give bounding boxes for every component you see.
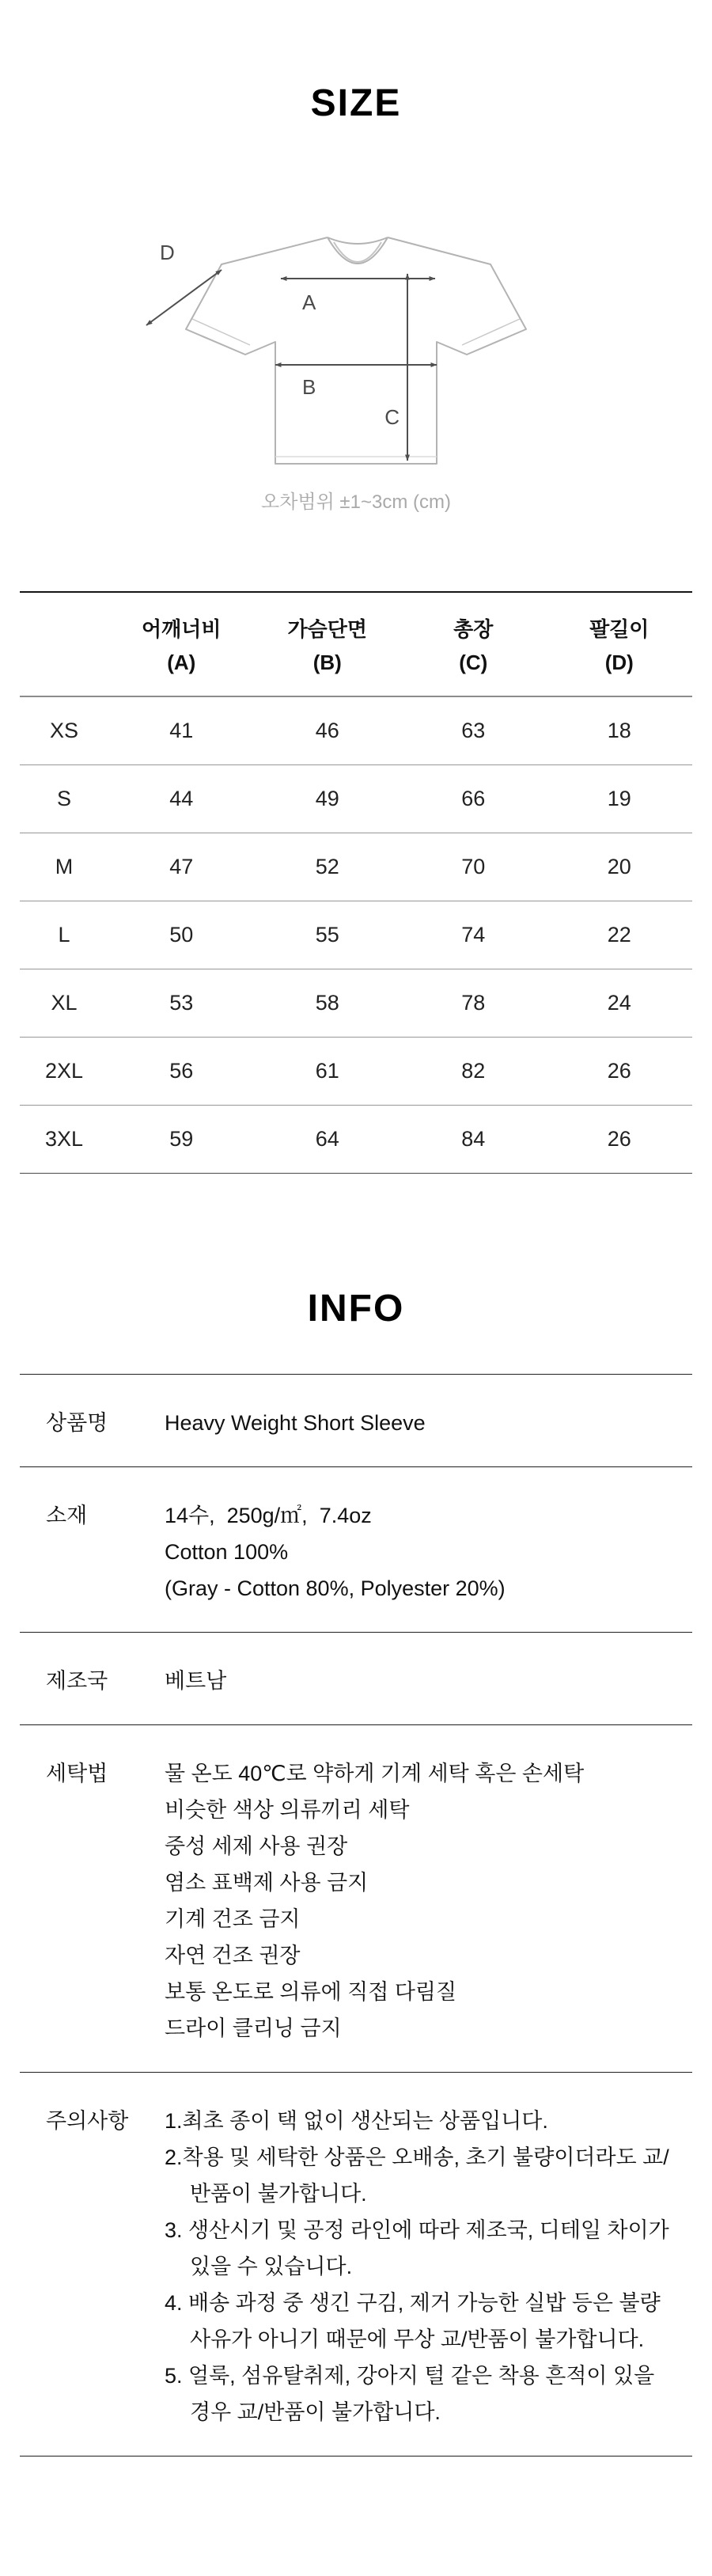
- info-value: [165, 1405, 679, 1441]
- measurement-cell: 82: [400, 1037, 547, 1105]
- size-cell: 3XL: [20, 1105, 108, 1173]
- measurement-labels: [160, 241, 400, 429]
- measurement-cell: 59: [108, 1105, 255, 1173]
- measurement-cell: 70: [400, 833, 547, 901]
- info-section: [0, 1287, 712, 2456]
- info-row-세탁법: [20, 1724, 692, 2072]
- measurement-cell: 22: [547, 901, 693, 969]
- measurement-cell: 56: [108, 1037, 255, 1105]
- measurement-cell: 74: [400, 901, 547, 969]
- measurement-cell: 26: [547, 1105, 693, 1173]
- info-title: INFO: [307, 1287, 405, 1330]
- size-cell: XS: [49, 718, 79, 742]
- label-C: C: [384, 405, 400, 429]
- size-row-2XL: [20, 1037, 692, 1105]
- info-line: 염소 표백제 사용 금지: [165, 1870, 369, 1895]
- tshirt-outline: [186, 237, 526, 464]
- col-name: 가슴단면: [287, 617, 367, 641]
- size-section: [0, 0, 712, 1174]
- measurement-cell: 26: [547, 1037, 693, 1105]
- note-item: 3. 생산시기 및 공정 라인에 따라 제조국, 디테일 차이가 있을 수 있습니다.: [165, 2217, 669, 2278]
- tshirt-diagram-svg: [103, 226, 609, 472]
- size-cell: S: [20, 764, 108, 833]
- measurement-cell: 55: [255, 901, 401, 969]
- size-row-XL: [20, 969, 692, 1037]
- info-row-소재: [20, 1466, 692, 1632]
- size-row-L: [20, 901, 692, 969]
- size-row-S: [20, 764, 692, 833]
- measurement-cell: 24: [547, 969, 693, 1037]
- info-row-상품명: [20, 1375, 692, 1466]
- note-item: 4. 배송 과정 중 생긴 구김, 제거 가능한 실밥 등은 불량 사유가 아니기 때문에 무상 교/반품이 불가합니다.: [165, 2290, 661, 2351]
- measurement-cell: 64: [255, 1105, 401, 1173]
- note-item: 1.최초 종이 택 없이 생산되는 상품입니다.: [165, 2108, 548, 2133]
- measurement-cell: 20: [547, 833, 693, 901]
- measurement-cell: 19: [547, 764, 693, 833]
- size-col-header-blank: [20, 592, 108, 696]
- size-col-header-A: [108, 592, 255, 696]
- measurement-cell: 44: [108, 764, 255, 833]
- info-value: [165, 1497, 679, 1607]
- size-col-header-C: [400, 592, 547, 696]
- measurement-cell: 47: [108, 833, 255, 901]
- note-item: 2.착용 및 세탁한 상품은 오배송, 초기 불량이더라도 교/반품이 불가합니다.: [165, 2145, 669, 2206]
- info-label: 상품명: [46, 1410, 108, 1435]
- info-line: 보통 온도로 의류에 직접 다림질: [165, 1979, 457, 2004]
- size-cell: 2XL: [20, 1037, 108, 1105]
- info-label: 소재: [46, 1503, 88, 1527]
- measurement-cell: 46: [315, 718, 339, 742]
- note-item: 5. 얼룩, 섬유탈취제, 강아지 털 같은 착용 흔적이 있을 경우 교/반품이 불가합니다.: [165, 2363, 655, 2424]
- measurement-cell: 18: [607, 718, 631, 742]
- info-value: [165, 1755, 679, 2047]
- measurement-cell: 49: [255, 764, 401, 833]
- measurement-cell: 78: [400, 969, 547, 1037]
- info-line: 기계 건조 금지: [165, 1906, 301, 1931]
- measurement-cell: 61: [255, 1037, 401, 1105]
- measurement-cell: 41: [169, 718, 194, 742]
- info-label: 세탁법: [46, 1761, 108, 1785]
- measurement-cell: 58: [255, 969, 401, 1037]
- tshirt-measurement-diagram: [0, 226, 712, 472]
- size-table-body: [20, 696, 692, 1173]
- col-name: 어깨너비: [142, 617, 222, 641]
- size-table-header: [20, 592, 692, 696]
- size-cell: L: [20, 901, 108, 969]
- info-table: [20, 1374, 692, 2456]
- col-code: (D): [604, 651, 634, 674]
- info-label: 제조국: [46, 1668, 108, 1693]
- measurement-cell: 84: [400, 1105, 547, 1173]
- info-line: Cotton 100%: [165, 1539, 289, 1564]
- info-line: 물 온도 40℃로 약하게 기계 세탁 혹은 손세탁: [165, 1761, 585, 1785]
- info-line: Heavy Weight Short Sleeve: [165, 1410, 426, 1435]
- col-name: 총장: [453, 617, 494, 641]
- size-col-header-D: [547, 592, 693, 696]
- col-code: (C): [459, 651, 488, 674]
- size-row-3XL: [20, 1105, 692, 1173]
- col-code: (A): [167, 651, 196, 674]
- tolerance-note: 오차범위 ±1~3cm (cm): [261, 491, 451, 513]
- label-A: A: [302, 290, 316, 314]
- col-code: (B): [312, 651, 342, 674]
- info-line: 중성 세제 사용 권장: [165, 1834, 348, 1858]
- size-col-header-B: [255, 592, 401, 696]
- info-label: 주의사항: [46, 2108, 129, 2133]
- col-name: 팔길이: [589, 617, 650, 641]
- measurement-cell: 53: [108, 969, 255, 1037]
- measurement-arrows: [146, 270, 437, 461]
- label-D: D: [160, 241, 175, 264]
- info-value: [165, 2103, 679, 2430]
- info-row-제조국: [20, 1632, 692, 1724]
- arrow-sleeve-D: [146, 270, 222, 325]
- size-table: [20, 591, 692, 1174]
- info-row-주의사항: [20, 2072, 692, 2456]
- label-B: B: [302, 375, 316, 399]
- size-row-M: [20, 833, 692, 901]
- size-cell: M: [20, 833, 108, 901]
- size-title: SIZE: [310, 82, 402, 124]
- info-line: 자연 건조 권장: [165, 1943, 301, 1967]
- info-value: [165, 1663, 679, 1699]
- size-cell: XL: [20, 969, 108, 1037]
- measurement-cell: 63: [461, 718, 486, 742]
- measurement-cell: 50: [108, 901, 255, 969]
- size-row-XS: [20, 696, 692, 764]
- info-line: 비슷한 색상 의류끼리 세탁: [165, 1797, 410, 1822]
- info-line: 드라이 클리닝 금지: [165, 2016, 342, 2040]
- measurement-cell: 52: [255, 833, 401, 901]
- size-table-header-row: [20, 592, 692, 696]
- info-line: 베트남: [165, 1668, 227, 1693]
- measurement-cell: 66: [400, 764, 547, 833]
- info-line: (Gray - Cotton 80%, Polyester 20%): [165, 1576, 506, 1600]
- info-line: 14수, 250g/㎡, 7.4oz: [165, 1503, 372, 1527]
